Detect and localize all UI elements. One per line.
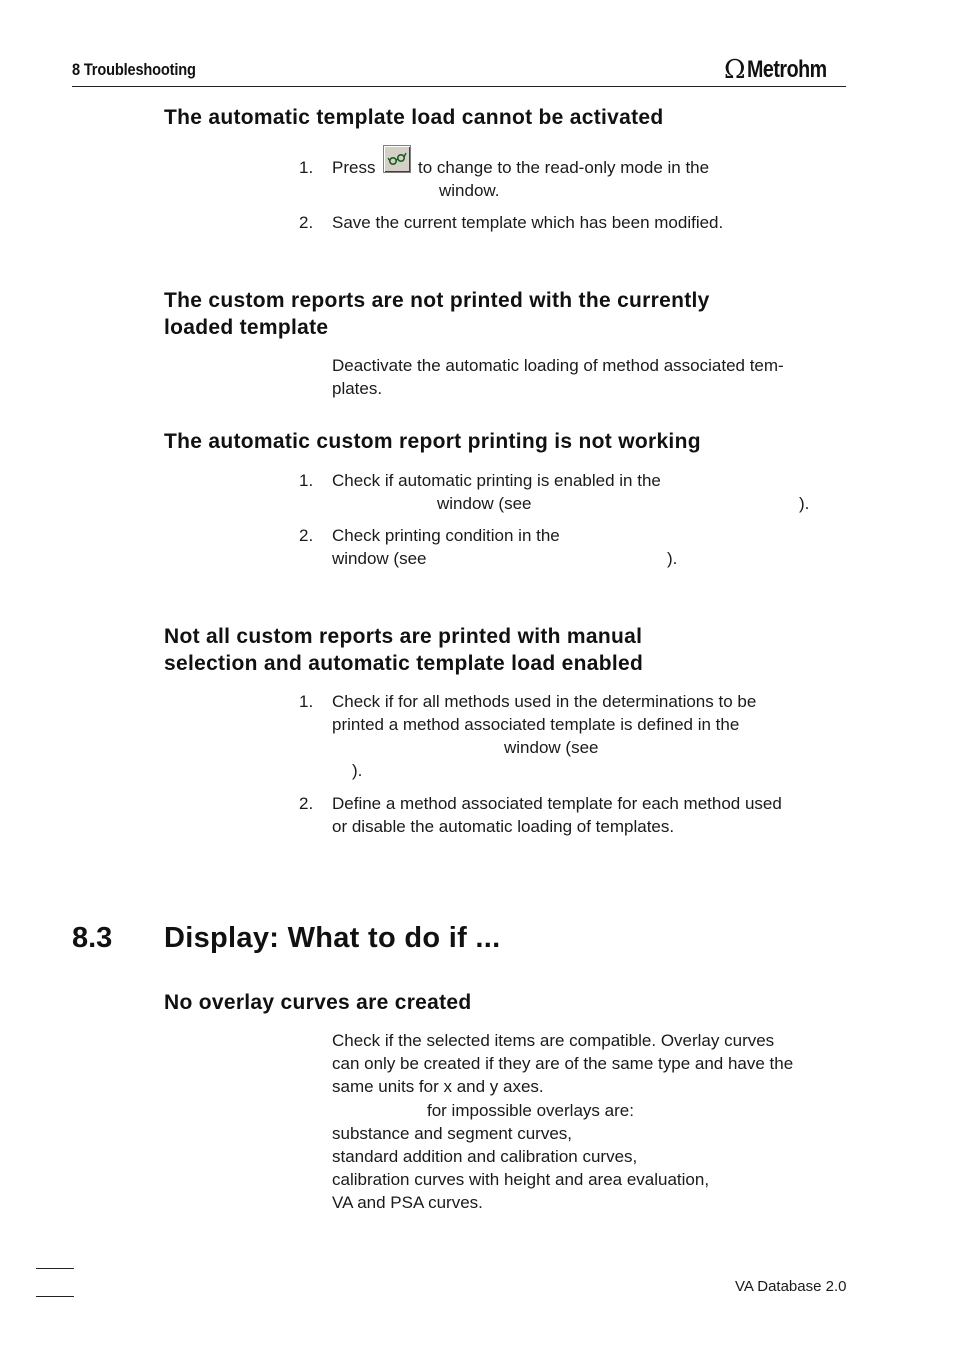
section-heading-custom-reports bbox=[164, 287, 710, 341]
paragraph-line: standard addition and calibration curves, bbox=[332, 1147, 638, 1166]
step-text: Check printing condition in the bbox=[332, 526, 560, 545]
section-heading-overlay-curves: No overlay curves are created bbox=[164, 991, 472, 1014]
section-title: Display: What to do if ... bbox=[164, 922, 501, 954]
step-text: Press bbox=[332, 158, 376, 177]
paragraph-line: calibration curves with height and area evaluation, bbox=[332, 1170, 710, 1189]
section-heading-template-load: The automatic template load cannot be activated bbox=[164, 106, 664, 129]
step-text: window (see bbox=[332, 549, 427, 568]
step-number: 1. bbox=[299, 692, 314, 711]
read-only-mode-button[interactable] bbox=[383, 145, 411, 173]
metrohm-logo bbox=[724, 55, 844, 85]
paragraph-line: Check if the selected items are compatible. Overlay curves bbox=[332, 1031, 775, 1050]
step-text: printed a method associated template is defined in the bbox=[332, 715, 740, 734]
step-text: window (see bbox=[437, 494, 532, 513]
heading-line: loaded template bbox=[164, 316, 329, 339]
footer-product: VA Database 2.0 bbox=[735, 1278, 847, 1295]
paragraph-line: substance and segment curves, bbox=[332, 1124, 573, 1143]
chapter-header: 8 Troubleshooting bbox=[72, 60, 196, 79]
step-text: Save the current template which has been modified. bbox=[332, 213, 724, 232]
step-text: window. bbox=[439, 181, 500, 200]
paragraph-line: Deactivate the automatic loading of method associated tem- bbox=[332, 356, 784, 375]
header-rule bbox=[72, 86, 846, 87]
step-text: Check if for all methods used in the determinations to be bbox=[332, 692, 757, 711]
step-number: 1. bbox=[299, 471, 314, 490]
step-text: Define a method associated template for each method used bbox=[332, 794, 782, 813]
step-text: ). bbox=[799, 494, 810, 513]
step-text: or disable the automatic loading of templates. bbox=[332, 817, 675, 836]
paragraph-line: same units for x and y axes. bbox=[332, 1077, 544, 1096]
footer-rule bbox=[36, 1296, 74, 1297]
step-number: 2. bbox=[299, 213, 314, 232]
section-number: 8.3 bbox=[72, 922, 113, 954]
paragraph-line: for impossible overlays are: bbox=[427, 1101, 634, 1120]
omega-logo-icon: Ω bbox=[724, 55, 746, 85]
step-text: ). bbox=[667, 549, 678, 568]
paragraph bbox=[332, 354, 784, 400]
heading-line: Not all custom reports are printed with manual bbox=[164, 625, 643, 648]
paragraph-line: can only be created if they are of the same type and have the bbox=[332, 1054, 794, 1073]
heading-line: selection and automatic template load enabled bbox=[164, 652, 644, 675]
paragraph-line: VA and PSA curves. bbox=[332, 1193, 483, 1212]
step-text: Check if automatic printing is enabled in the bbox=[332, 471, 661, 490]
footer-rule bbox=[36, 1268, 74, 1269]
section-heading-manual-selection bbox=[164, 623, 643, 677]
step-number: 1. bbox=[299, 158, 314, 177]
glasses-icon bbox=[384, 146, 410, 172]
step-text: window (see bbox=[504, 738, 599, 757]
step-text: to change to the read-only mode in the bbox=[418, 158, 710, 177]
step-number: 2. bbox=[299, 794, 314, 813]
section-heading-auto-printing: The automatic custom report printing is not working bbox=[164, 430, 701, 453]
step-number: 2. bbox=[299, 526, 314, 545]
heading-line: The custom reports are not printed with the currently bbox=[164, 289, 710, 312]
step-text: ). bbox=[352, 761, 363, 780]
logo-text: Metrohm bbox=[746, 56, 827, 83]
paragraph-line: plates. bbox=[332, 379, 383, 398]
